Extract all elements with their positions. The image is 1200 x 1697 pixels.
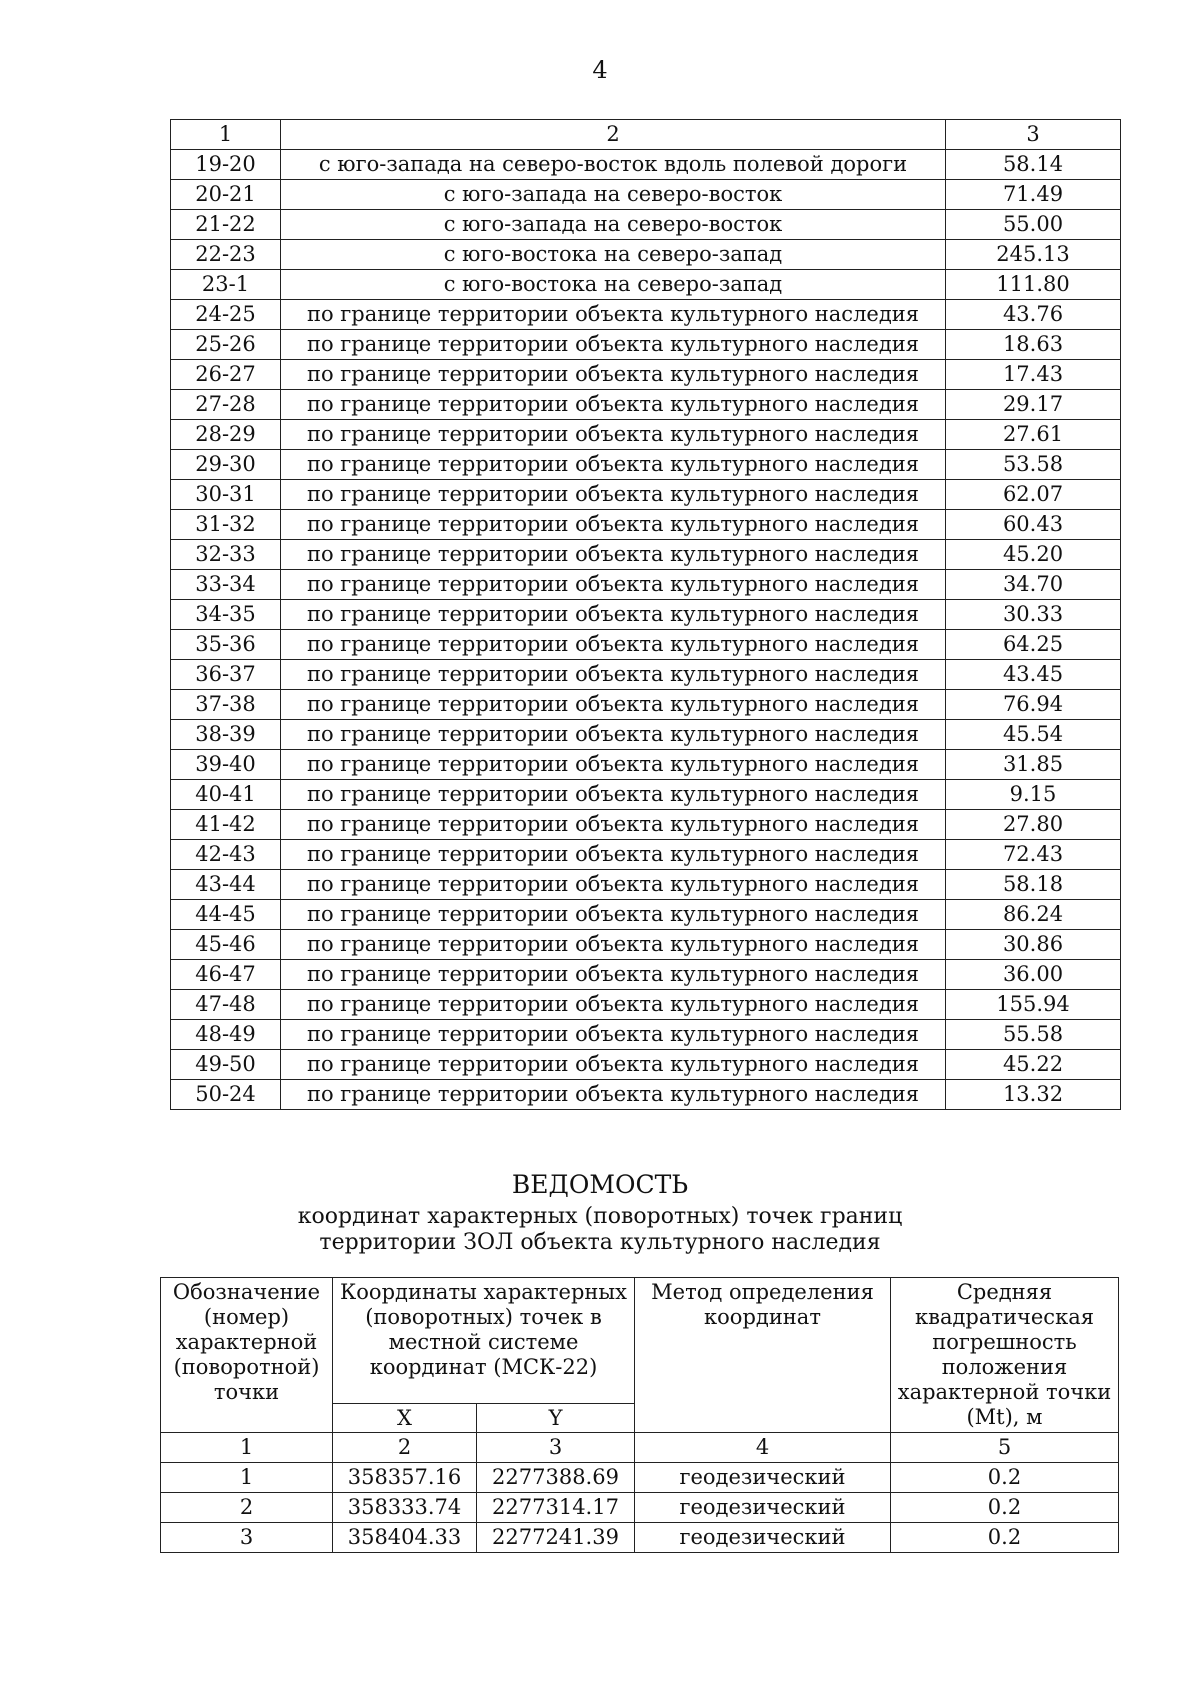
segment-length-cell: 30.33 (946, 600, 1121, 630)
segment-description-cell: по границе территории объекта культурного наследия (281, 330, 946, 360)
x-coordinate-cell: 358404.33 (333, 1523, 477, 1553)
segment-id-cell: 49-50 (171, 1050, 281, 1080)
segment-id-cell: 48-49 (171, 1020, 281, 1050)
error-cell: 0.2 (891, 1493, 1119, 1523)
table-row (171, 210, 1121, 240)
column-number: 5 (891, 1433, 1119, 1463)
segment-length-cell: 53.58 (946, 450, 1121, 480)
designation-header: Обозначение (номер) характерной (поворотной) точки (161, 1278, 333, 1433)
segment-length-cell: 245.13 (946, 240, 1121, 270)
segment-description-cell: по границе территории объекта культурного наследия (281, 480, 946, 510)
segment-description-cell: по границе территории объекта культурного наследия (281, 630, 946, 660)
x-coordinate-cell: 358333.74 (333, 1493, 477, 1523)
segment-description-cell: по границе территории объекта культурного наследия (281, 540, 946, 570)
segment-description-cell: по границе территории объекта культурного наследия (281, 690, 946, 720)
method-cell: геодезический (635, 1463, 891, 1493)
segment-length-cell: 55.58 (946, 1020, 1121, 1050)
error-cell: 0.2 (891, 1463, 1119, 1493)
table-row (171, 750, 1121, 780)
table-row (171, 1020, 1121, 1050)
segment-id-cell: 37-38 (171, 690, 281, 720)
segment-length-cell: 155.94 (946, 990, 1121, 1020)
segment-length-cell: 43.45 (946, 660, 1121, 690)
page-number: 4 (592, 56, 608, 84)
segments-table-body (171, 120, 1121, 1110)
segment-length-cell: 9.15 (946, 780, 1121, 810)
table-row (171, 630, 1121, 660)
table-row (161, 1493, 1119, 1523)
segment-length-cell: 86.24 (946, 900, 1121, 930)
segment-description-cell: по границе территории объекта культурного наследия (281, 660, 946, 690)
segment-id-cell: 19-20 (171, 150, 281, 180)
segment-description-cell: по границе территории объекта культурного наследия (281, 780, 946, 810)
segment-id-cell: 22-23 (171, 240, 281, 270)
table-row (161, 1523, 1119, 1553)
vedomost-subtitle-line-2: территории ЗОЛ объекта культурного наследия (319, 1230, 881, 1255)
method-header: Метод определения координат (635, 1278, 891, 1433)
segment-id-cell: 26-27 (171, 360, 281, 390)
segment-length-cell: 27.61 (946, 420, 1121, 450)
segment-description-cell: по границе территории объекта культурного наследия (281, 360, 946, 390)
segment-length-cell: 43.76 (946, 300, 1121, 330)
table-row (171, 870, 1121, 900)
table-row (171, 450, 1121, 480)
vedomost-subtitle-line-1: координат характерных (поворотных) точек границ (297, 1204, 903, 1229)
method-cell: геодезический (635, 1523, 891, 1553)
segment-id-cell: 39-40 (171, 750, 281, 780)
segment-description-cell: по границе территории объекта культурного наследия (281, 390, 946, 420)
table-row (171, 330, 1121, 360)
segment-length-cell: 55.00 (946, 210, 1121, 240)
segment-length-cell: 45.22 (946, 1050, 1121, 1080)
segment-id-cell: 27-28 (171, 390, 281, 420)
table-row (171, 900, 1121, 930)
segment-length-cell: 64.25 (946, 630, 1121, 660)
y-coordinate-cell: 2277241.39 (477, 1523, 635, 1553)
point-number-cell: 1 (161, 1463, 333, 1493)
segment-description-cell: по границе территории объекта культурного наследия (281, 750, 946, 780)
segment-description-cell: с юго-запада на северо-восток вдоль полевой дороги (281, 150, 946, 180)
segment-id-cell: 24-25 (171, 300, 281, 330)
segment-length-cell: 72.43 (946, 840, 1121, 870)
y-coordinate-cell: 2277314.17 (477, 1493, 635, 1523)
table-row (161, 1463, 1119, 1493)
table-row (171, 600, 1121, 630)
segment-length-cell: 17.43 (946, 360, 1121, 390)
table-row (171, 660, 1121, 690)
segment-id-cell: 32-33 (171, 540, 281, 570)
segment-id-cell: 23-1 (171, 270, 281, 300)
segment-id-cell: 25-26 (171, 330, 281, 360)
segment-length-cell: 58.18 (946, 870, 1121, 900)
y-coordinate-cell: 2277388.69 (477, 1463, 635, 1493)
table-row (171, 480, 1121, 510)
segment-description-cell: по границе территории объекта культурного наследия (281, 990, 946, 1020)
segment-id-cell: 31-32 (171, 510, 281, 540)
segment-length-cell: 111.80 (946, 270, 1121, 300)
point-number-cell: 3 (161, 1523, 333, 1553)
segment-description-cell: по границе территории объекта культурного наследия (281, 510, 946, 540)
segments-header-row (171, 120, 1121, 150)
table-row (171, 180, 1121, 210)
header-cell: 2 (281, 120, 946, 150)
segment-description-cell: по границе территории объекта культурного наследия (281, 900, 946, 930)
header-cell: 1 (171, 120, 281, 150)
segment-description-cell: по границе территории объекта культурного наследия (281, 1080, 946, 1110)
segment-description-cell: с юго-запада на северо-восток (281, 210, 946, 240)
segment-length-cell: 71.49 (946, 180, 1121, 210)
table-row (171, 720, 1121, 750)
segment-description-cell: по границе территории объекта культурного наследия (281, 840, 946, 870)
segment-length-cell: 62.07 (946, 480, 1121, 510)
segment-length-cell: 36.00 (946, 960, 1121, 990)
segment-description-cell: с юго-востока на северо-запад (281, 240, 946, 270)
segment-length-cell: 18.63 (946, 330, 1121, 360)
table-row (171, 840, 1121, 870)
segment-description-cell: с юго-запада на северо-восток (281, 180, 946, 210)
segment-description-cell: по границе территории объекта культурного наследия (281, 450, 946, 480)
segment-description-cell: с юго-востока на северо-запад (281, 270, 946, 300)
vedomost-title: ВЕДОМОСТЬ (511, 1170, 689, 1199)
segment-id-cell: 42-43 (171, 840, 281, 870)
table-row (171, 360, 1121, 390)
segment-length-cell: 34.70 (946, 570, 1121, 600)
segment-id-cell: 50-24 (171, 1080, 281, 1110)
segment-length-cell: 45.54 (946, 720, 1121, 750)
segment-description-cell: по границе территории объекта культурного наследия (281, 810, 946, 840)
segment-description-cell: по границе территории объекта культурного наследия (281, 960, 946, 990)
segment-description-cell: по границе территории объекта культурного наследия (281, 720, 946, 750)
segment-description-cell: по границе территории объекта культурного наследия (281, 1020, 946, 1050)
segment-id-cell: 20-21 (171, 180, 281, 210)
segment-description-cell: по границе территории объекта культурного наследия (281, 570, 946, 600)
segment-id-cell: 46-47 (171, 960, 281, 990)
segment-length-cell: 60.43 (946, 510, 1121, 540)
column-number: 3 (477, 1433, 635, 1463)
segment-id-cell: 21-22 (171, 210, 281, 240)
segment-id-cell: 44-45 (171, 900, 281, 930)
segment-description-cell: по границе территории объекта культурного наследия (281, 930, 946, 960)
segment-id-cell: 34-35 (171, 600, 281, 630)
segment-description-cell: по границе территории объекта культурного наследия (281, 1050, 946, 1080)
segment-length-cell: 76.94 (946, 690, 1121, 720)
segment-id-cell: 29-30 (171, 450, 281, 480)
coordinates-table (160, 1277, 1119, 1553)
segment-id-cell: 47-48 (171, 990, 281, 1020)
segment-length-cell: 31.85 (946, 750, 1121, 780)
table-row (171, 390, 1121, 420)
header-cell: 3 (946, 120, 1121, 150)
table-row (171, 150, 1121, 180)
table-row (171, 1080, 1121, 1110)
coordinates-table-body (161, 1278, 1119, 1553)
table-row (171, 690, 1121, 720)
table-row (171, 960, 1121, 990)
table-row (171, 240, 1121, 270)
segment-length-cell: 29.17 (946, 390, 1121, 420)
segment-id-cell: 43-44 (171, 870, 281, 900)
segment-id-cell: 33-34 (171, 570, 281, 600)
method-cell: геодезический (635, 1493, 891, 1523)
table-row (171, 930, 1121, 960)
segment-id-cell: 36-37 (171, 660, 281, 690)
segment-length-cell: 30.86 (946, 930, 1121, 960)
segment-id-cell: 41-42 (171, 810, 281, 840)
y-header: Y (477, 1404, 635, 1433)
table-row (171, 810, 1121, 840)
segments-table (170, 119, 1121, 1110)
segment-description-cell: по границе территории объекта культурного наследия (281, 600, 946, 630)
table-row (171, 1050, 1121, 1080)
table-row (171, 570, 1121, 600)
table-row (171, 270, 1121, 300)
segment-id-cell: 30-31 (171, 480, 281, 510)
table-row (171, 990, 1121, 1020)
segment-id-cell: 38-39 (171, 720, 281, 750)
column-number: 1 (161, 1433, 333, 1463)
segment-id-cell: 28-29 (171, 420, 281, 450)
x-coordinate-cell: 358357.16 (333, 1463, 477, 1493)
table-row (171, 780, 1121, 810)
coordinates-header: Координаты характерных (поворотных) точек в местной системе координат (МСК-22) (333, 1278, 635, 1404)
column-numbers-row (161, 1433, 1119, 1463)
table-row (171, 510, 1121, 540)
segment-length-cell: 45.20 (946, 540, 1121, 570)
column-number: 2 (333, 1433, 477, 1463)
segment-length-cell: 27.80 (946, 810, 1121, 840)
error-header: Средняя квадратическая погрешность положения характерной точки (Mt), м (891, 1278, 1119, 1433)
coords-header-row (161, 1278, 1119, 1404)
error-cell: 0.2 (891, 1523, 1119, 1553)
point-number-cell: 2 (161, 1493, 333, 1523)
table-row (171, 300, 1121, 330)
segment-description-cell: по границе территории объекта культурного наследия (281, 300, 946, 330)
segment-length-cell: 13.32 (946, 1080, 1121, 1110)
segment-description-cell: по границе территории объекта культурного наследия (281, 420, 946, 450)
segment-length-cell: 58.14 (946, 150, 1121, 180)
segment-id-cell: 35-36 (171, 630, 281, 660)
table-row (171, 420, 1121, 450)
segment-id-cell: 40-41 (171, 780, 281, 810)
segment-id-cell: 45-46 (171, 930, 281, 960)
column-number: 4 (635, 1433, 891, 1463)
x-header: X (333, 1404, 477, 1433)
segment-description-cell: по границе территории объекта культурного наследия (281, 870, 946, 900)
table-row (171, 540, 1121, 570)
